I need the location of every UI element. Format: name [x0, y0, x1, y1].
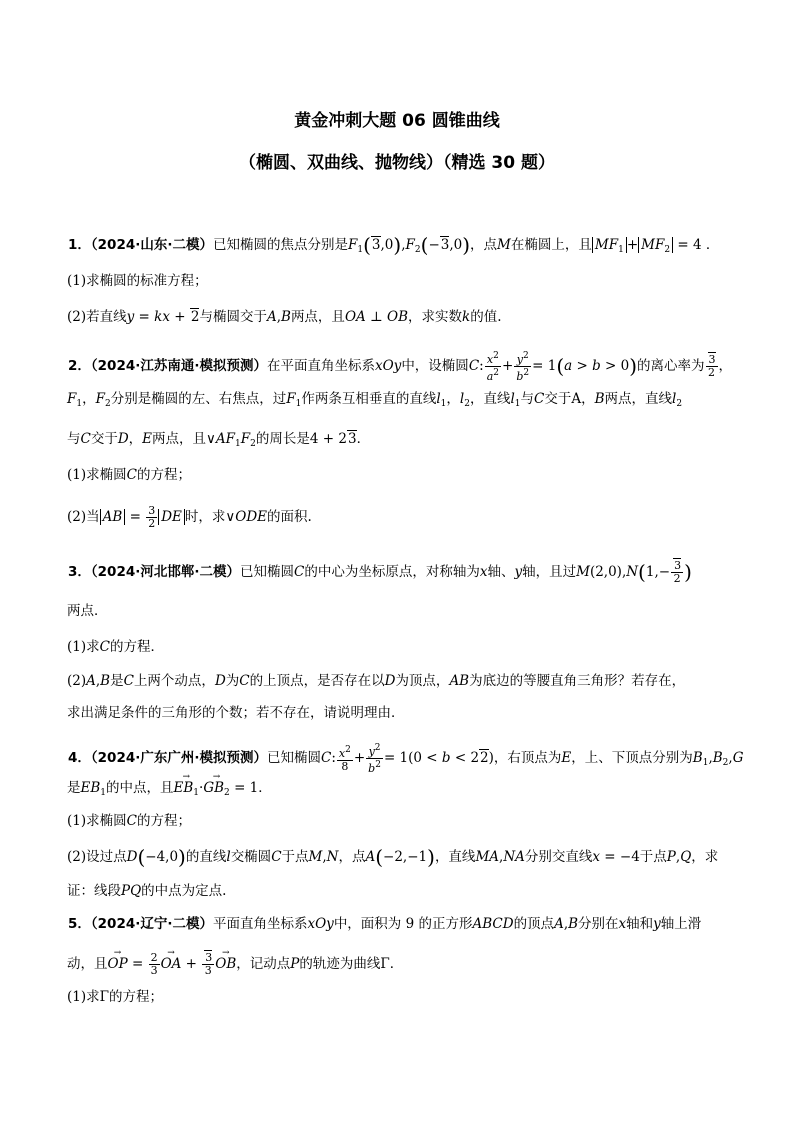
problem-3-stem-line-2: 两点． [67, 603, 108, 619]
problem-2-part-1: (1)求椭圆C的方程； [67, 467, 191, 483]
document-title: 黄金冲刺大题 06 圆锥曲线 [294, 111, 500, 131]
problem-2-stem-line-1: 2．（2024·江苏南通·模拟预测）在平面直角坐标系xOy中，设椭圆C: $\frac{x^2}{a^2}$ + $\frac{y^2}{b^2}$ = 1(a > b > 0)的离心率为 $\frac{3}{2}$ ， [68, 351, 733, 383]
problem-3-part-2-line-1: (2)A,B是C上两个动点，D为C的上顶点，是否存在以D为顶点，AB为底边的等腰直角三角形？若存在， [67, 673, 686, 689]
problem-3-part-1: (1)求C的方程． [67, 639, 164, 655]
problem-4-part-2-line-2: 证：线段PQ的中点为定点. [67, 883, 227, 899]
problem-source: （2024·河北邯郸·二模） [90, 564, 240, 580]
problem-1-stem: 1．（2024·山东·二模）已知椭圆的焦点分别是$F_1(3,0),F_2(-3,0)$，点M在椭圆上，且 $MF_1 + MF_2 = 4$ ． [68, 233, 720, 257]
problem-5-part-1: (1)求Γ的方程； [67, 989, 163, 1005]
problem-1-part-2: (2)若直线y = kx + 2与椭圆交于A,B两点，且OA ⊥ OB，求实数k的值. [67, 309, 502, 325]
problem-number: 4． [68, 750, 91, 766]
problem-source: （2024·山东·二模） [90, 237, 213, 253]
problem-3-stem-line-1: 3．（2024·河北邯郸·二模）已知椭圆C的中心为坐标原点，对称轴为x轴、y轴，且过M(2,0),N(1,− $\frac{3}{2}$ ) [68, 559, 692, 585]
problem-5-stem-line-2: 动，且→ OP = $\frac{2}{3}$ → OA + $\frac{3}{3}$ → OB，记动点P的轨迹为曲线Γ． [67, 952, 794, 977]
problem-5-stem-line-1: 5．（2024·辽宁·二模）平面直角坐标系xOy中，面积为 9 的正方形ABCD的顶点A,B分别在x轴和y轴上滑 [68, 916, 702, 932]
problem-1-part-1: (1)求椭圆的标准方程； [67, 273, 208, 289]
problem-source: （2024·辽宁·二模） [90, 916, 213, 932]
document-subtitle: （椭圆、双曲线、抛物线）（精选 30 题） [239, 153, 555, 173]
problem-4-stem-line-2: 是$EB_1$的中点，且→ $EB_1\cdot\to GB_2 = 1$． [67, 779, 794, 802]
problem-number: 2． [68, 358, 91, 374]
problem-2-stem-line-2: $F_1$，$F_2$分别是椭圆的左、右焦点，过$F_1$作两条互相垂直的直线$l_1$，$l_2$，直线$l_1$与C交于A，B两点，直线$l_2$ [67, 391, 683, 409]
problem-number: 1． [68, 237, 91, 253]
problem-2-part-2: (2)当 AB = $\frac{3}{2}$ DE 时，求∨ODE的面积. [67, 504, 312, 530]
problem-number: 3． [68, 564, 91, 580]
problem-source: （2024·广东广州·模拟预测） [90, 750, 267, 766]
problem-4-part-2-line-1: (2)设过点D(−4,0)的直线l交椭圆C于点M,N，点A(−2,−1)，直线MA,NA分别交直线x = −4于点P,Q，求 [67, 845, 719, 869]
problem-source: （2024·江苏南通·模拟预测） [90, 358, 267, 374]
problem-4-part-1: (1)求椭圆C的方程； [67, 813, 191, 829]
problem-3-part-2-line-2: 求出满足条件的三角形的个数；若不存在，请说明理由． [67, 705, 405, 721]
problem-number: 5． [68, 916, 91, 932]
problem-4-stem-line-1: 4．（2024·广东广州·模拟预测）已知椭圆C: $\frac{x^2}{8}$ + $\frac{y^2}{b^2}$ = 1(0 < b < 22)，右顶点为E，上、下顶点分别为$B_1,B_2,G$ [68, 743, 744, 775]
problem-2-stem-line-3: 与C交于D，E两点，且$\vee AF_1F_2$的周长是4 + 23． [67, 431, 371, 449]
